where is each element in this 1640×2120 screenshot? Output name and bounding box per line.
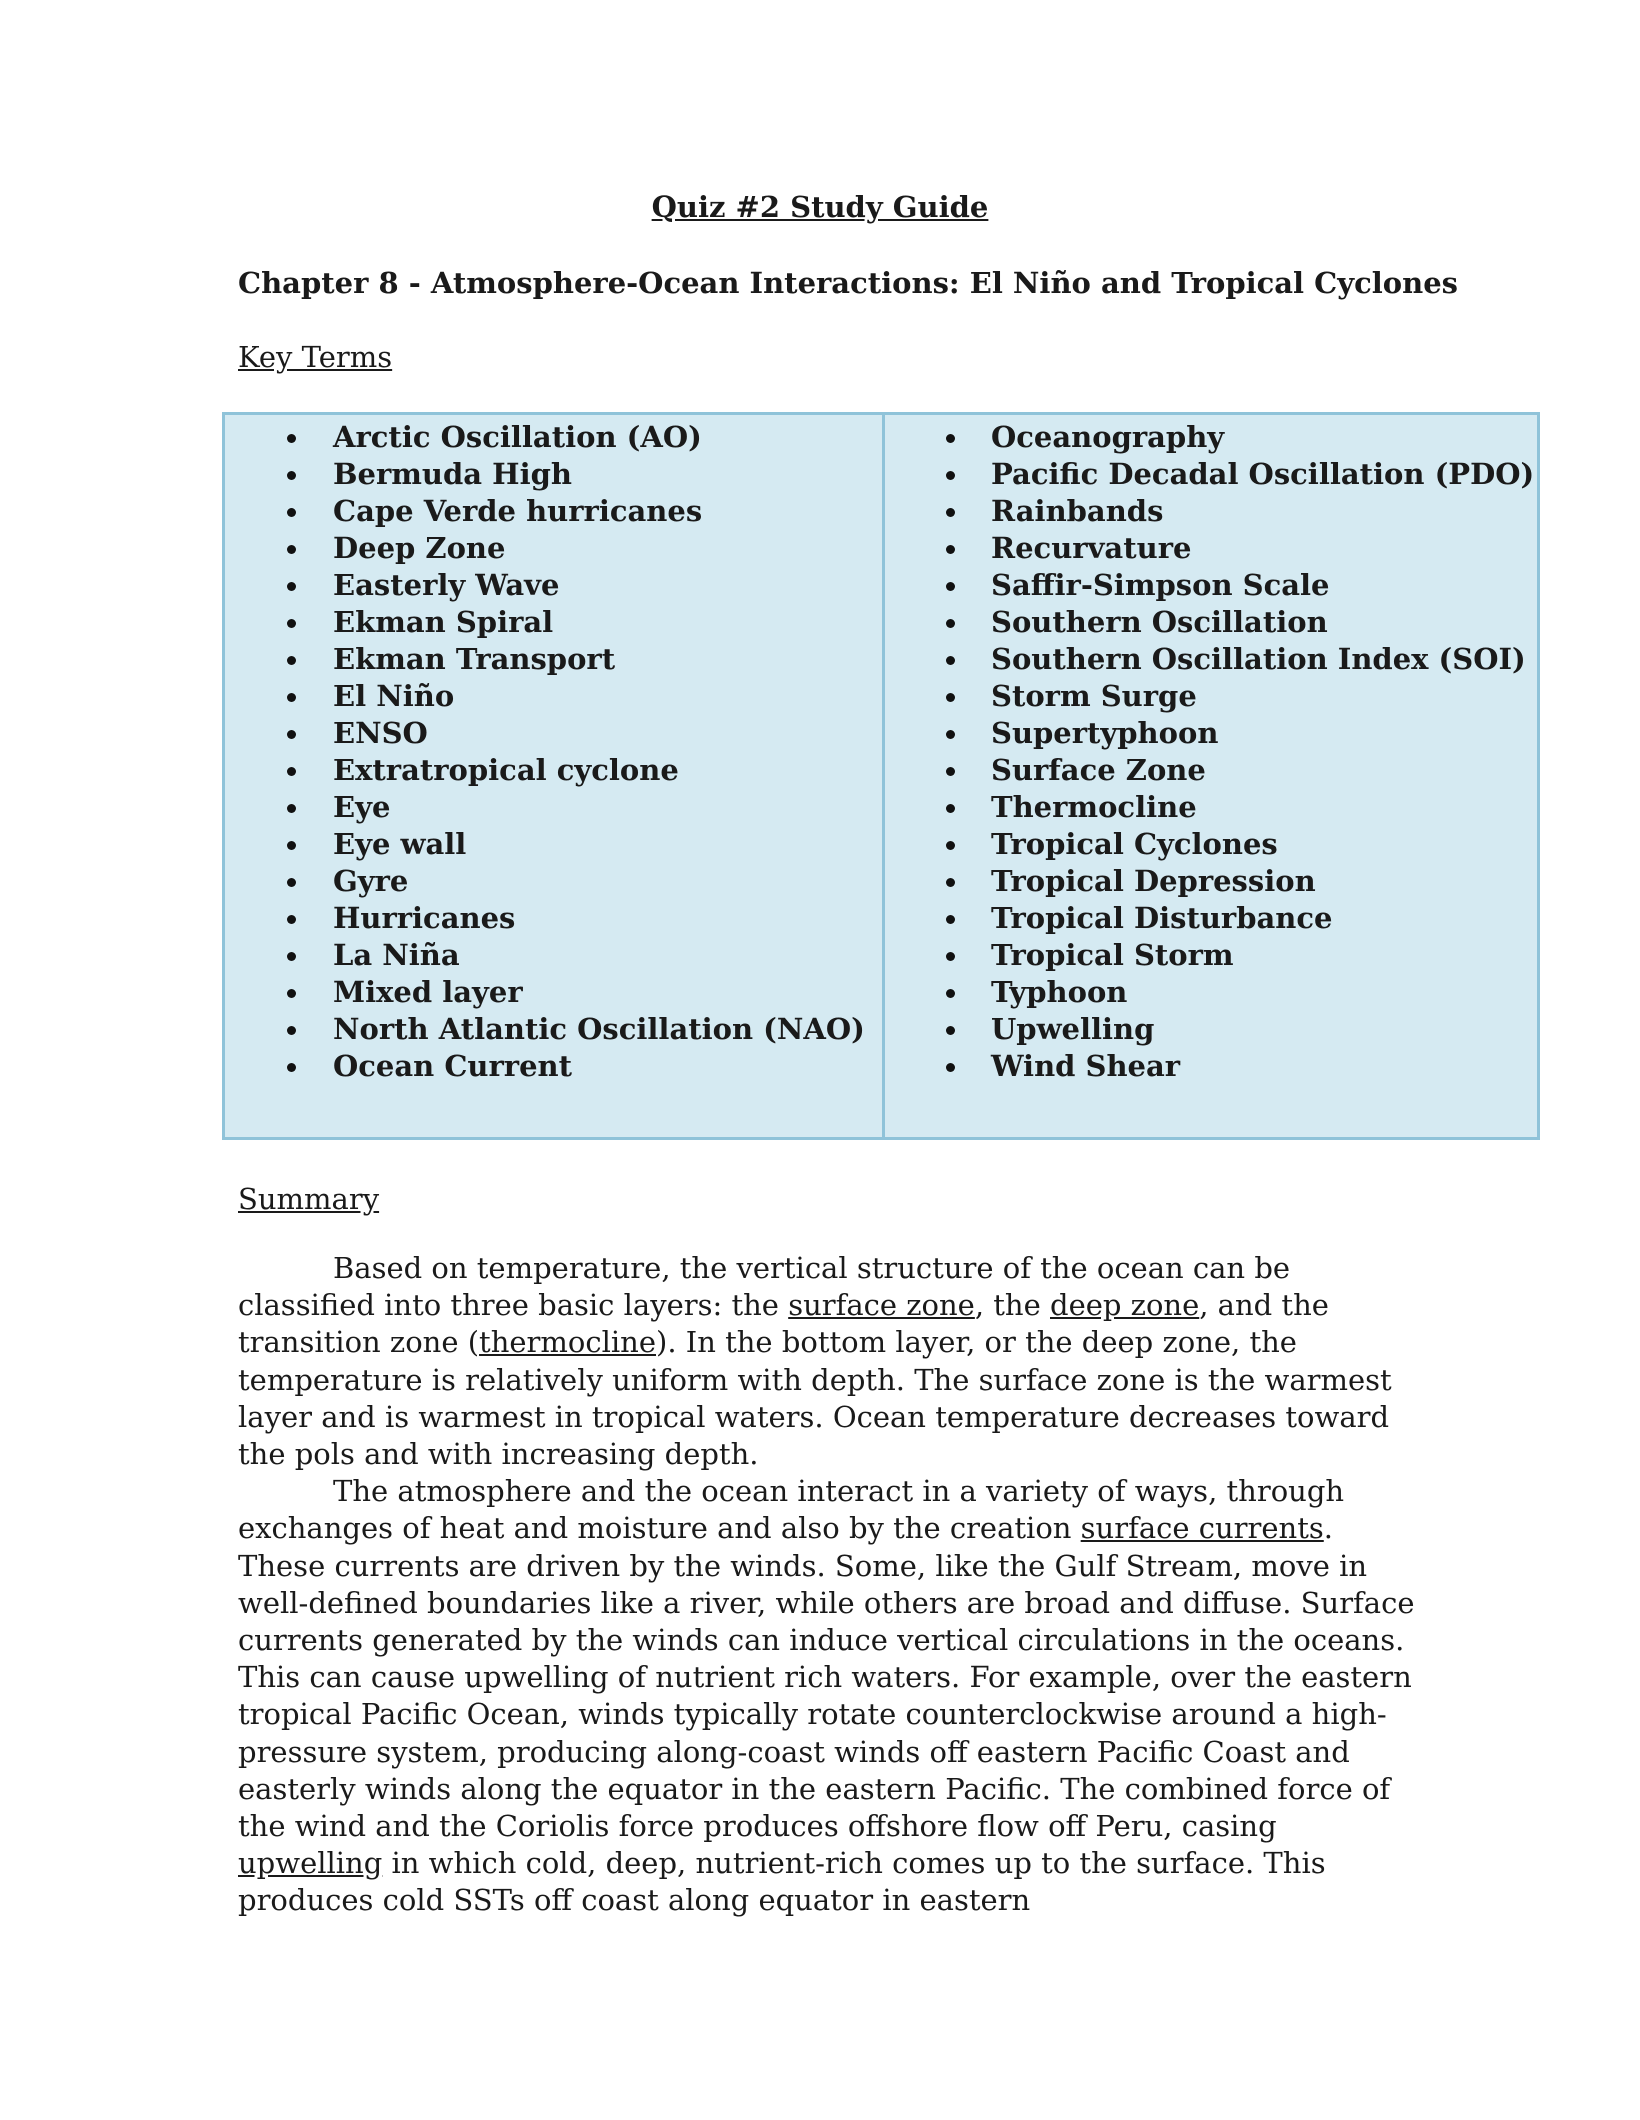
key-term-label: El Niño (333, 679, 455, 713)
key-term-label: Arctic Oscillation (AO) (333, 420, 702, 454)
bullet-icon (946, 508, 955, 517)
term-link-surface-currents: surface currents (1080, 1511, 1324, 1546)
key-term-label: Tropical Cyclones (991, 827, 1278, 861)
bullet-icon (287, 508, 296, 517)
bullet-icon (946, 471, 955, 480)
key-term-label: Tropical Depression (991, 864, 1316, 898)
key-term-label: Ocean Current (333, 1049, 572, 1083)
key-term-item (225, 826, 882, 863)
key-term-item (885, 937, 1537, 974)
key-term-item (225, 493, 882, 530)
key-term-item (885, 493, 1537, 530)
summary-text: in which cold, deep, nutrient-rich comes up to the surface. This produces cold SSTs off coast along equator in eastern (238, 1846, 1326, 1918)
key-term-label: Hurricanes (333, 901, 516, 935)
bullet-icon (287, 545, 296, 554)
bullet-icon (946, 804, 955, 813)
summary-body (238, 1250, 1418, 1920)
key-term-label: Upwelling (991, 1012, 1155, 1046)
key-term-label: Mixed layer (333, 975, 523, 1009)
bullet-icon (946, 989, 955, 998)
term-link-thermocline: thermocline (479, 1325, 656, 1360)
bullet-icon (287, 582, 296, 591)
summary-text: , the (974, 1288, 1050, 1323)
bullet-icon (287, 915, 296, 924)
key-term-label: Rainbands (991, 494, 1164, 528)
key-term-label: Tropical Disturbance (991, 901, 1333, 935)
key-term-item (225, 863, 882, 900)
bullet-icon (287, 434, 296, 443)
key-term-item (885, 456, 1537, 493)
bullet-icon (946, 656, 955, 665)
key-term-label: Typhoon (991, 975, 1128, 1009)
key-term-label: Eye (333, 790, 391, 824)
key-term-item (885, 789, 1537, 826)
key-term-item (225, 752, 882, 789)
summary-paragraph-1 (238, 1250, 1418, 1473)
key-term-label: North Atlantic Oscillation (NAO) (333, 1012, 865, 1046)
key-term-item (885, 863, 1537, 900)
bullet-icon (287, 1063, 296, 1072)
bullet-icon (287, 952, 296, 961)
bullet-icon (946, 952, 955, 961)
summary-text: The atmosphere and the ocean interact in a variety of ways, through exchanges of heat and moisture and also by the creation (238, 1474, 1345, 1546)
key-term-item (885, 530, 1537, 567)
bullet-icon (287, 1026, 296, 1035)
bullet-icon (946, 619, 955, 628)
key-terms-column-right (885, 415, 1537, 1137)
key-term-item (885, 974, 1537, 1011)
bullet-icon (946, 434, 955, 443)
key-term-item (225, 604, 882, 641)
key-term-item (885, 1011, 1537, 1048)
key-terms-column-left (225, 415, 885, 1137)
key-term-label: Oceanography (991, 420, 1225, 454)
key-term-item (885, 419, 1537, 456)
bullet-icon (287, 471, 296, 480)
key-term-item (885, 641, 1537, 678)
key-term-label: Deep Zone (333, 531, 506, 565)
bullet-icon (946, 841, 955, 850)
page-title: Quiz #2 Study Guide (651, 190, 989, 224)
key-term-label: Gyre (333, 864, 409, 898)
key-term-label: Extratropical cyclone (333, 753, 679, 787)
bullet-icon (946, 693, 955, 702)
key-term-item (885, 1048, 1537, 1085)
summary-text: Based on temperature, the vertical structure of the ocean can be classified into three basic layers: the (238, 1251, 1291, 1323)
bullet-icon (287, 730, 296, 739)
key-term-label: Eye wall (333, 827, 467, 861)
summary-paragraph-2 (238, 1473, 1418, 1919)
key-term-label: Ekman Transport (333, 642, 616, 676)
key-terms-table (222, 412, 1540, 1140)
key-term-item (885, 678, 1537, 715)
key-terms-list-right (885, 419, 1537, 1085)
bullet-icon (946, 915, 955, 924)
bullet-icon (287, 841, 296, 850)
bullet-icon (946, 878, 955, 887)
bullet-icon (287, 656, 296, 665)
key-term-item (225, 419, 882, 456)
key-term-label: Cape Verde hurricanes (333, 494, 703, 528)
key-term-label: Thermocline (991, 790, 1197, 824)
key-term-item (225, 789, 882, 826)
bullet-icon (946, 1063, 955, 1072)
key-term-item (885, 604, 1537, 641)
key-term-label: Bermuda High (333, 457, 572, 491)
bullet-icon (287, 989, 296, 998)
bullet-icon (946, 1026, 955, 1035)
key-term-label: Pacific Decadal Oscillation (PDO) (991, 457, 1535, 491)
bullet-icon (946, 582, 955, 591)
key-term-label: Storm Surge (991, 679, 1197, 713)
key-term-label: Wind Shear (991, 1049, 1181, 1083)
key-term-item (225, 900, 882, 937)
key-term-label: Tropical Storm (991, 938, 1234, 972)
key-term-label: La Niña (333, 938, 460, 972)
bullet-icon (287, 767, 296, 776)
key-term-item (225, 456, 882, 493)
chapter-heading: Chapter 8 - Atmosphere-Ocean Interactions: El Niño and Tropical Cyclones (238, 266, 1458, 300)
key-term-item (885, 715, 1537, 752)
key-term-item (225, 974, 882, 1011)
key-term-label: Recurvature (991, 531, 1192, 565)
key-terms-list-left (225, 419, 882, 1085)
key-term-item (225, 1011, 882, 1048)
key-term-item (885, 752, 1537, 789)
key-term-item (885, 567, 1537, 604)
key-term-label: Surface Zone (991, 753, 1206, 787)
key-term-item (885, 826, 1537, 863)
key-terms-label: Key Terms (238, 340, 393, 374)
summary-text: , and the transition zone ( (238, 1288, 1329, 1360)
key-term-item (225, 530, 882, 567)
summary-label: Summary (238, 1182, 380, 1216)
summary-text: ). In the bottom layer, or the deep zone, the temperature is relatively uniform with depth. The surface zone is the warmest layer and is warmest in tropical waters. Ocean temperature decreases toward the pols and with increasing depth. (238, 1325, 1392, 1472)
key-term-item (885, 900, 1537, 937)
key-term-item (225, 641, 882, 678)
key-term-label: Supertyphoon (991, 716, 1219, 750)
term-link-upwelling: upwelling (238, 1846, 383, 1881)
bullet-icon (946, 767, 955, 776)
bullet-icon (946, 730, 955, 739)
term-link-surface-zone: surface zone (788, 1288, 975, 1323)
summary-text: . These currents are driven by the winds. Some, like the Gulf Stream, move in well-defined boundaries like a river, while others are broad and diffuse. Surface currents generated by the winds can induce vertical circulations in the oceans. This can cause upwelling of nutrient rich waters. For example, over the eastern tropical Pacific Ocean, winds typically rotate counterclockwise around a high-pressure system, producing along-coast winds off eastern Pacific Coast and easterly winds along the equator in the eastern Pacific. The combined force of the wind and the Coriolis force produces offshore flow off Peru, casing (238, 1511, 1415, 1844)
key-term-label: Southern Oscillation (991, 605, 1328, 639)
term-link-deep-zone: deep zone (1050, 1288, 1200, 1323)
key-term-item (225, 715, 882, 752)
bullet-icon (287, 804, 296, 813)
key-term-label: ENSO (333, 716, 428, 750)
bullet-icon (287, 878, 296, 887)
bullet-icon (946, 545, 955, 554)
key-term-item (225, 678, 882, 715)
key-term-label: Saffir-Simpson Scale (991, 568, 1330, 602)
key-term-label: Easterly Wave (333, 568, 560, 602)
key-term-item (225, 567, 882, 604)
key-term-item (225, 937, 882, 974)
key-term-label: Ekman Spiral (333, 605, 554, 639)
bullet-icon (287, 693, 296, 702)
key-term-item (225, 1048, 882, 1085)
key-term-label: Southern Oscillation Index (SOI) (991, 642, 1526, 676)
bullet-icon (287, 619, 296, 628)
